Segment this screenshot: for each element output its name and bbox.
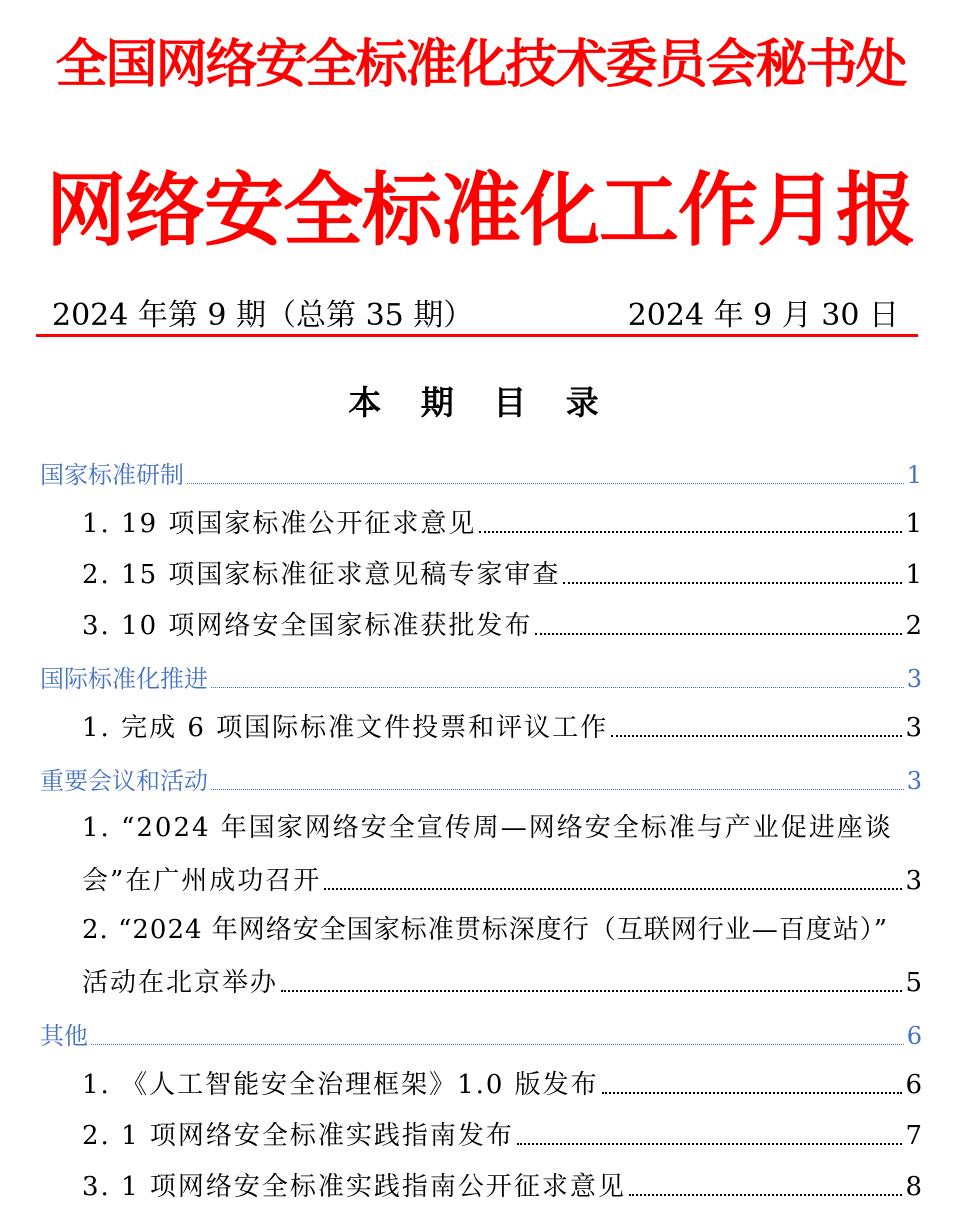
issue-date: 2024 年 9 月 30 日	[627, 298, 899, 333]
toc-item-line1[interactable]: 2. “2024 年网络安全国家标准贯标深度行（互联网行业—百度站）”	[82, 915, 889, 945]
dot-leader	[602, 1092, 903, 1094]
toc-page-number: 3	[905, 713, 922, 743]
toc-item[interactable]	[82, 1105, 922, 1156]
toc-item-label: 3. 1 项网络安全标准实践指南公开征求意见	[82, 1172, 626, 1202]
dot-leader	[629, 1194, 903, 1196]
toc-item[interactable]	[82, 697, 922, 748]
header-divider	[36, 334, 918, 337]
toc-page-number: 3	[905, 866, 922, 896]
toc-section-other[interactable]	[40, 1003, 922, 1054]
toc-page-number: 1	[905, 509, 922, 539]
issue-number: 2024 年第 9 期（总第 35 期）	[52, 298, 474, 333]
toc-title: 本 期 目 录	[348, 383, 613, 422]
toc-item[interactable]	[82, 952, 922, 1003]
toc-page-number: 2	[905, 611, 922, 641]
toc-section-international-standards[interactable]	[40, 646, 922, 697]
toc-page-number: 6	[905, 1070, 922, 1100]
dot-leader	[324, 888, 902, 890]
toc-item-label: 会”在广州成功召开	[82, 866, 322, 896]
dot-leader	[211, 687, 904, 688]
dot-leader	[535, 633, 902, 635]
organization-title: 全国网络安全标准化技术委员会秘书处	[55, 34, 906, 95]
toc-page-number: 1	[905, 560, 922, 590]
toc-page-number: 3	[906, 665, 922, 693]
dot-leader	[281, 990, 902, 992]
toc-page-number: 5	[905, 968, 922, 998]
toc-page-number: 3	[906, 767, 922, 795]
dot-leader	[211, 789, 904, 790]
toc-section-label: 重要会议和活动	[40, 767, 208, 795]
toc-item-label: 2. 1 项网络安全标准实践指南发布	[82, 1121, 514, 1151]
report-title: 网络安全标准化工作月报	[46, 163, 915, 257]
toc-item[interactable]	[82, 1054, 922, 1105]
toc-section-label: 国际标准化推进	[40, 665, 208, 693]
dot-leader	[187, 483, 904, 484]
toc-item[interactable]	[82, 493, 922, 544]
dot-leader	[611, 735, 902, 737]
toc-section-national-standards[interactable]	[40, 442, 922, 493]
dot-leader	[563, 582, 902, 584]
toc-page-number: 7	[905, 1121, 922, 1151]
dot-leader	[479, 531, 902, 533]
toc-section-meetings-events[interactable]	[40, 748, 922, 799]
toc-item[interactable]	[82, 850, 922, 901]
toc-section-label: 其他	[40, 1022, 88, 1050]
toc-item[interactable]	[82, 544, 922, 595]
toc-page-number: 1	[906, 461, 922, 489]
toc-item[interactable]	[82, 595, 922, 646]
toc-item-label: 1. 《人工智能安全治理框架》1.0 版发布	[82, 1070, 599, 1100]
dot-leader	[517, 1143, 903, 1145]
toc-item[interactable]	[82, 1156, 922, 1207]
toc-item-label: 1. 完成 6 项国际标准文件投票和评议工作	[82, 713, 609, 743]
dot-leader	[91, 1044, 904, 1045]
toc-item-label: 活动在北京举办	[82, 968, 279, 998]
toc-section-label: 国家标准研制	[40, 461, 184, 489]
toc-item-label: 2. 15 项国家标准征求意见稿专家审查	[82, 560, 561, 590]
toc-item-label: 3. 10 项网络安全国家标准获批发布	[82, 611, 533, 641]
toc-page-number: 8	[905, 1172, 922, 1202]
toc-item-label: 1. 19 项国家标准公开征求意见	[82, 509, 477, 539]
toc-item-line1[interactable]: 1. “2024 年国家网络安全宣传周—网络安全标准与产业促进座谈	[82, 813, 893, 843]
toc-page-number: 6	[906, 1022, 922, 1050]
